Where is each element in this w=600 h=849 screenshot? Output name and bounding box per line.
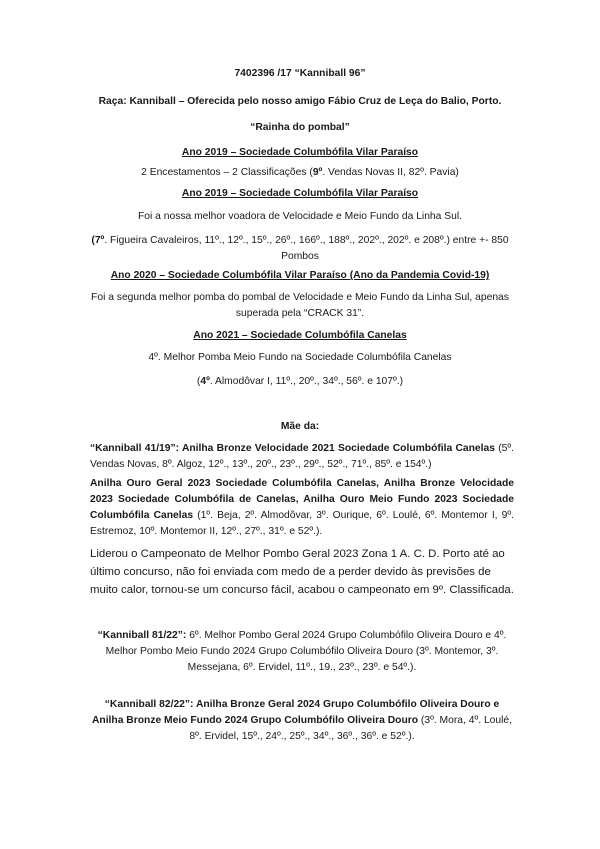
section-text-2019-b: Foi a nossa melhor voadora de Velocidade e Meio Fundo da Linha Sul. xyxy=(138,211,462,222)
section-heading-2020: Ano 2020 – Sociedade Columbófila Vilar Paraíso (Ano da Pandemia Covid-19) xyxy=(110,270,490,281)
section-text-2020-a: Foi a segunda melhor pomba do pombal de Velocidade e Meio Fundo da Linha Sul, apenas xyxy=(91,292,509,303)
child-entry-81-22: “Kanniball 81/22”: 6º. Melhor Pombo Geral 2024 Grupo Columbófilo Oliveira Douro e 4º. Melhor Pombo Meio Fundo 2024 Grupo Columbófilo Oliveira Douro (3º. Montemor, 3º. Messejana, 6º. Ervidel, 11º., 19., 23º., 23º. e 54º.). xyxy=(97,630,507,673)
section-text-2019-a: 2 Encestamentos – 2 Classificações (9º. Vendas Novas II, 82º. Pavia) xyxy=(141,167,459,178)
child-entry-82-22: “Kanniball 82/22”: Anilha Bronze Geral 2024 Grupo Columbófilo Oliveira Douro e Anilha Bronze Meio Fundo 2024 Grupo Columbófilo Oliveira Douro (3º. Mora, 4º. Loulé, 8º. Ervidel, 15º., 24º., 25º., 34º., 36º., 36º. e 52º.). xyxy=(91,699,513,742)
child-entry-anilha-ouro-2023: Anilha Ouro Geral 2023 Sociedade Columbófila Canelas, Anilha Bronze Velocidade 2023 Sociedade Columbófila de Canelas, Anilha Ouro Meio Fundo 2023 Sociedade Columbófila Canelas (1º. Beja, 2º. Almodôvar, 3º. Ourique, 6º. Loulé, 6º. Montemor I, 9º. Estremoz, 10º. Montemor II, 12º., 27º., 31º. e 52º.). xyxy=(90,478,515,537)
child-entry-41-19: “Kanniball 41/19”: Anilha Bronze Velocidade 2021 Sociedade Columbófila Canelas (5º. Vendas Novas, 8º. Algoz, 12º., 13º., 20º., 23º., 29º., 52º., 71º., 85º. e 154º.) xyxy=(90,443,515,470)
mother-heading: Mãe da: xyxy=(280,421,320,432)
section-heading-2019-b: Ano 2019 – Sociedade Columbófila Vilar Paraíso xyxy=(181,188,419,199)
section-text-2021: 4º. Melhor Pomba Meio Fundo na Sociedade Columbófila Canelas xyxy=(148,352,452,363)
section-detail-2019-b: (7º. Figueira Cavaleiros, 11º., 12º., 15º., 26º., 166º., 188º., 202º., 202º. e 208º.) entre +- 850 xyxy=(91,235,509,246)
championship-note: Liderou o Campeonato de Melhor Pombo Geral 2023 Zona 1 A. C. D. Porto até ao último concurso, não foi enviada com medo de a perder devido às previsões de muito calor, tornou-se um concurso fácil, acabou o campeonato em 9º. Classificada. xyxy=(90,548,514,596)
section-detail-2019-b-cont: Pombos xyxy=(281,251,319,262)
breed-line: Raça: Kanniball – Oferecida pelo nosso amigo Fábio Cruz de Leça do Balio, Porto. xyxy=(98,96,502,107)
section-text-2020-b: superada pela “CRACK 31”. xyxy=(235,308,365,319)
section-heading-2021: Ano 2021 – Sociedade Columbófila Canelas xyxy=(193,330,407,341)
pigeon-title: 7402396 /17 “Kanniball 96” xyxy=(234,68,366,79)
nickname-line: “Rainha do pombal” xyxy=(250,122,350,133)
section-detail-2021: (4º. Almodôvar I, 11º., 20º., 34º., 56º. e 107º.) xyxy=(196,376,404,387)
section-heading-2019-a: Ano 2019 – Sociedade Columbófila Vilar Paraíso xyxy=(181,147,419,158)
